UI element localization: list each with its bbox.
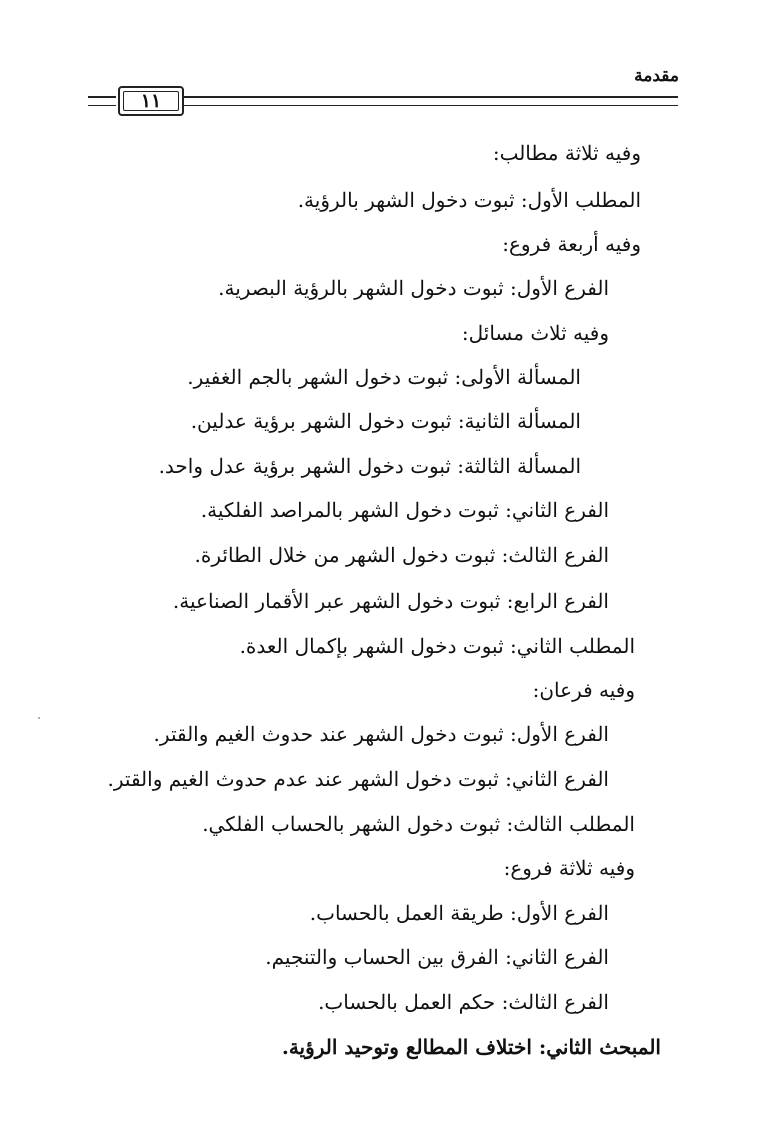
toc-line: وفيه ثلاثة مطالب: [492,141,641,165]
section-heading: المبحث الثاني: اختلاف المطالع وتوحيد الرؤية. [281,1035,661,1059]
toc-line: المسألة الأولى: ثبوت دخول الشهر بالجم الغفير. [187,365,581,389]
toc-line: الفرع الثاني: ثبوت دخول الشهر بالمراصد الفلكية. [200,498,609,522]
toc-line: الفرع الرابع: ثبوت دخول الشهر عبر الأقمار الصناعية. [172,589,609,613]
header-rule-left [88,96,116,106]
toc-line: المطلب الأول: ثبوت دخول الشهر بالرؤية. [297,188,641,212]
toc-line: الفرع الثالث: ثبوت دخول الشهر من خلال الطائرة. [194,543,609,567]
toc-line: وفيه فرعان: [532,678,635,702]
toc-line: الفرع الأول: ثبوت دخول الشهر عند حدوث الغيم والقتر. [153,722,609,746]
toc-line: وفيه ثلاث مسائل: [461,321,609,345]
toc-line: المسألة الثانية: ثبوت دخول الشهر برؤية عدلين. [190,409,581,433]
page-number: ١١ [123,91,179,111]
toc-line: الفرع الأول: ثبوت دخول الشهر بالرؤية البصرية. [218,276,609,300]
toc-line: وفيه ثلاثة فروع: [503,856,635,880]
toc-line: المسألة الثالثة: ثبوت دخول الشهر برؤية عدل واحد. [158,454,581,478]
toc-line: المطلب الثاني: ثبوت دخول الشهر بإكمال العدة. [239,634,635,658]
toc-line: الفرع الثالث: حكم العمل بالحساب. [318,990,609,1014]
margin-speck [38,717,40,719]
header-rule-right [184,96,678,106]
running-title: مقدمة [634,66,679,86]
page-number-frame [118,86,184,116]
toc-line: المطلب الثالث: ثبوت دخول الشهر بالحساب الفلكي. [202,812,635,836]
toc-line: وفيه أربعة فروع: [502,232,641,256]
toc-line: الفرع الثاني: الفرق بين الحساب والتنجيم. [265,945,609,969]
toc-line: الفرع الأول: طريقة العمل بالحساب. [309,901,609,925]
toc-line: الفرع الثاني: ثبوت دخول الشهر عند عدم حدوث الغيم والقتر. [107,767,609,791]
